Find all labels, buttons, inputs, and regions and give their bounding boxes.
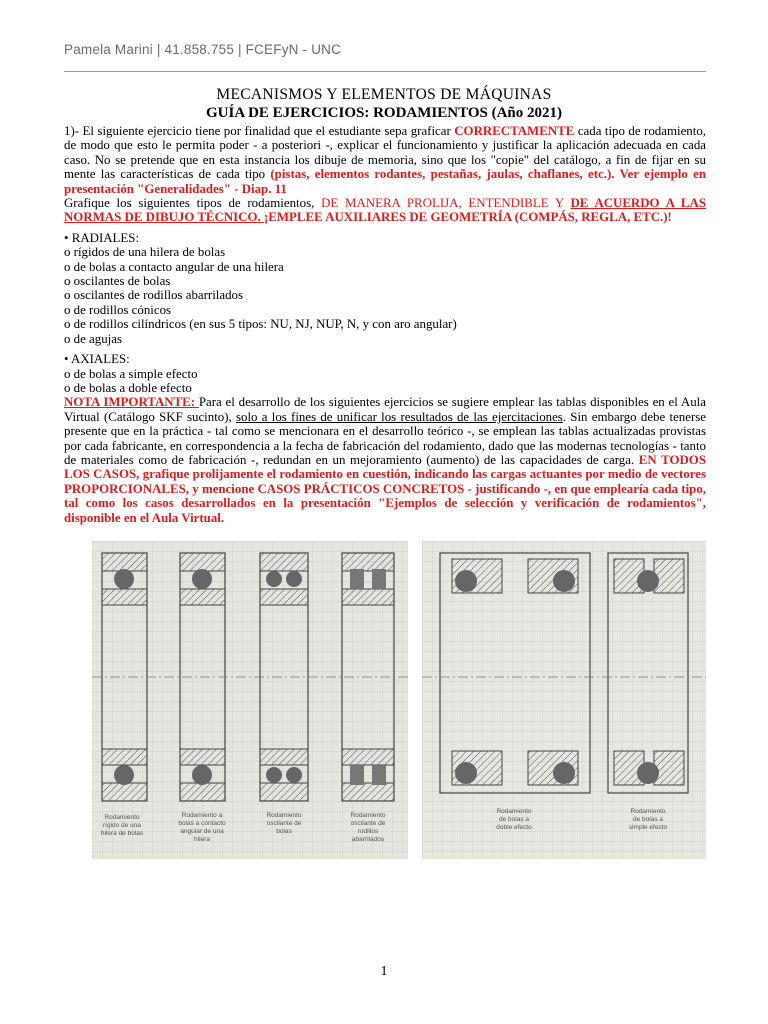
- label-doble-efecto: Rodamiento de bolas a doble efecto: [496, 808, 532, 831]
- list-item: o de bolas a simple efecto: [64, 366, 198, 381]
- emphasis-text: DE MANERA PROLIJA, ENTENDIBLE Y: [321, 196, 571, 211]
- label-oscilante-bolas: Rodamiento oscilante de bolas: [266, 812, 302, 835]
- list-item: o oscilantes de rodillos abarrilados: [64, 288, 243, 303]
- axial-bearings-drawing-photo: [422, 541, 706, 859]
- text-run: . Sin embargo debe tenerse presente que en la práctica - tal como se mencionara en el desarrollo teórico -, se emplean las tablas actualizadas provistas por cada fabricante, en correspondencia a la fecha de fabricación del rodamiento, dado que las modernas tecnologías - tanto de materiales como de fabricación -, redundan en un mejoramiento (aumento) de las capacidades de carga.: [64, 409, 706, 467]
- document-body: [64, 124, 706, 525]
- text-run: Para el desarrollo de los siguientes ejercicios se sugiere emplear las tablas disponibles en el Aula Virtual (Catálogo SKF sucinto),: [64, 395, 706, 424]
- emphasis-text: (pistas, elementos rodantes, pestañas, jaulas, chaflanes, etc.). Ver ejemplo en presentación "Generalidades" - Diap. 11: [64, 167, 707, 196]
- radial-bearings-drawing-photo: [92, 541, 408, 859]
- header-divider: [64, 71, 706, 72]
- axiales-heading: • AXIALES:: [64, 352, 130, 367]
- label-oscilante-rodillos: Rodamiento oscilante de rodillos abarrilados: [350, 812, 386, 843]
- list-item: o oscilantes de bolas: [64, 274, 171, 289]
- figures-row: [92, 541, 706, 859]
- text-run: 1)- El siguiente ejercicio tiene por finalidad que el estudiante sepa graficar: [64, 124, 455, 138]
- guide-title: GUÍA DE EJERCICIOS: RODAMIENTOS (Año 2021): [205, 105, 563, 121]
- course-title: MECANISMOS Y ELEMENTOS DE MÁQUINAS: [216, 86, 552, 103]
- list-item: o de rodillos cónicos: [64, 302, 172, 317]
- radiales-heading: • RADIALES:: [64, 230, 140, 245]
- emphasis-text: CORRECTAMENTE: [454, 124, 575, 138]
- underlined-text: solo a los fines de unificar los resultados de las ejercitaciones: [236, 409, 563, 424]
- emphasis-text: DE ACUERDO A LAS NORMAS DE DIBUJO TÉCNICO.: [64, 196, 707, 225]
- list-item: o de bolas a doble efecto: [64, 380, 192, 395]
- list-item: o de agujas: [64, 331, 122, 346]
- text-run: cada tipo de rodamiento, de modo que esto le permita poder - a posteriori -, explicar el funcionamiento y justificar la aplicación adecuada en cada caso. No se pretende que en esta instancia los dibuje de memoria, sino que los "copie" del catálogo, a fin de fijar en su mente las características de cada tipo: [64, 124, 706, 182]
- label-contacto-angular: Rodamiento a bolas a contacto angular de una hilera: [178, 812, 226, 843]
- page-number: 1: [380, 964, 388, 979]
- document-header: Pamela Marini | 41.858.755 | FCEFyN - UNC: [64, 42, 342, 57]
- label-rigido: Rodamiento rígido de una hilera de bolas: [100, 814, 144, 837]
- list-item: o de bolas a contacto angular de una hilera: [64, 259, 284, 274]
- nota-paragraph: [64, 395, 706, 525]
- list-item: o rígidos de una hilera de bolas: [64, 245, 226, 260]
- nota-label: NOTA IMPORTANTE:: [64, 395, 199, 410]
- list-item: o de rodillos cilíndricos (en sus 5 tipos: NU, NJ, NUP, N, y con aro angular): [64, 317, 457, 332]
- label-simple-efecto: Rodamiento de bolas a simple efecto: [628, 808, 668, 831]
- emphasis-text: ¡EMPLEE AUXILIARES DE GEOMETRÍA (COMPÁS, REGLA, ETC.)!: [263, 210, 672, 225]
- exercise-paragraph-1: [64, 124, 706, 196]
- text-run: Grafique los siguientes tipos de rodamientos,: [64, 196, 322, 211]
- emphasis-text: EN TODOS LOS CASOS, grafique prolijamente el rodamiento en cuestión, indicando las cargas actuantes por medio de vectores PROPORCIONALES, y mencione CASOS PRÁCTICOS CONCRETOS - justificando -, en que emplearía cada tipo, tal como los casos desarrollados en la presentación "Ejemplos de selección y verificación de rodamientos", disponible en el Aula Virtual.: [64, 452, 706, 525]
- exercise-paragraph-2: [64, 196, 706, 225]
